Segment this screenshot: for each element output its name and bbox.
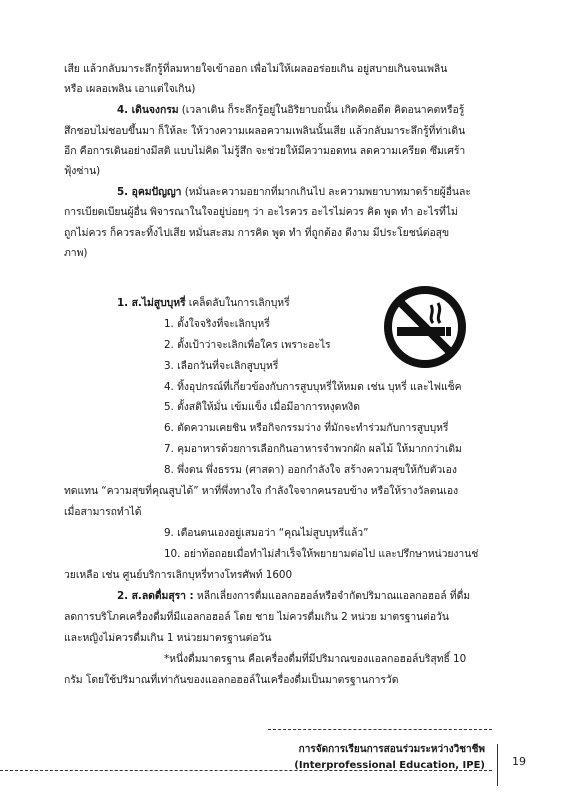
section-heading-line xyxy=(117,589,470,603)
list-item: 7. คุมอาหารด้วยการเลือกกินอาหารจำพวกผัก ผลไม้ ให้มากกว่าเดิม xyxy=(164,443,462,455)
paragraph-line: เสีย แล้วกลับมาระลึกรู้ที่ลมหายใจเข้าออก เพื่อไม่ให้เผลออร่อยเกิน อยู่สบายเกินจนเพลิน xyxy=(64,63,448,75)
list-item: 3. เลือกวันที่จะเลิกสูบบุหรี่ xyxy=(164,360,279,372)
heading-wisdom: 5. อุคมปัญญา xyxy=(117,186,182,198)
paragraph-line xyxy=(117,103,464,117)
list-item: 8. พึ่งตน พึ่งธรรม (ศาสดา) ออกกำลังใจ สร้างความสุขให้กับตัวเอง xyxy=(164,464,457,476)
paragraph-line: ลดการบริโภคเครื่องดื่มที่มีแอลกอฮอล์ โดย ชาย ไม่ควรดื่มเกิน 2 หน่วย มาตรฐานต่อวัน xyxy=(64,611,449,623)
footer-divider-bottom xyxy=(0,770,492,771)
paragraph-line: อีก คือการเดินอย่างมีสติ แบบไม่คิด ไม่รู้สึก จะช่วยให้มีความอดทน ลดความเครียด ซึมเศร้า xyxy=(64,145,466,157)
heading-walking-meditation: 4. เดินจงกรม xyxy=(117,104,179,116)
paragraph-text: (หมั่นละความอยากที่มากเกินไป ละความพยาบาทมาดร้ายผู้อื่นละ xyxy=(181,186,471,198)
no-smoking-icon xyxy=(383,285,467,369)
paragraph-line: และหญิงไม่ควรดื่มเกิน 1 หน่วยมาตรฐานต่อวัน xyxy=(64,632,272,644)
paragraph-line: ภาพ) xyxy=(64,247,88,259)
list-item: 9. เตือนตนเองอยู่เสมอว่า “คุณไม่สูบบุหรี่แล้ว” xyxy=(164,527,369,539)
paragraph-line: *หนึ่งดื่มมาตรฐาน คือเครื่องดื่มที่มีปริมาณของแอลกอฮอล์บริสุทธิ์ 10 xyxy=(164,653,467,665)
heading-no-smoking: 1. ส.ไม่สูบบุหรี่ xyxy=(117,297,186,309)
paragraph-line: วยเหลือ เช่น ศูนย์บริการเลิกบุหรี่ทางโทรศัพท์ 1600 xyxy=(64,569,293,581)
paragraph-line: เมื่อสามารถทำได้ xyxy=(64,506,142,518)
paragraph-line xyxy=(117,185,471,199)
footer-title: การจัดการเรียนการสอนร่วมระหว่างวิชาชีพ xyxy=(298,744,485,755)
heading-reduce-alcohol: 2. ส.ลดดื่มสุรา : xyxy=(117,590,194,602)
list-item: 6. ตัดความเคยชิน หรือกิจกรรมว่าง ที่มักจะทำร่วมกับการสูบบุหรี่ xyxy=(164,422,449,434)
list-item: 5. ตั้งสติให้มั่น เข้มแข็ง เมื่อมีอาการหงุดหงิด xyxy=(164,401,360,413)
paragraph-line: ถูกไม่ควร ก็ควรละทิ้งไปเสีย หมั่นสะสม การคิด พูด ทำ ที่ถูกต้อง ดีงาม มีประโยชน์ต่อสุข xyxy=(64,227,449,239)
paragraph-line: สึกชอบไม่ชอบขึ้นมา ก็ให้ละ ให้วางความเผลอความเพลินนั้นเสีย แล้วกลับมาระลึกรู้ที่ท่าเดิน xyxy=(64,125,466,137)
paragraph-line: ทดแทน “ความสุขที่คุณสูบได้” หาที่พึ่งทางใจ กำลังใจจากคนรอบข้าง หรือให้รางวัลตนเอง xyxy=(64,485,459,497)
page-number: 19 xyxy=(512,755,526,768)
list-item: 10. อย่าท้อถอยเมื่อทำไม่สำเร็จให้พยายามต่อไป และปรึกษาหน่วยงานช่ xyxy=(164,548,479,560)
footer-subtitle: (Interprofessional Education, IPE) xyxy=(294,760,485,771)
footer-separator xyxy=(497,744,498,786)
paragraph-line: กรัม โดยใช้ปริมาณที่เท่ากันของแอลกอฮอล์ในเครื่องดื่มเป็นมาตรฐานการวัด xyxy=(64,674,399,686)
paragraph-line: ฟุ้งซ่าน) xyxy=(64,165,101,177)
section-heading-line xyxy=(117,296,290,310)
paragraph-text: เคล็ดลับในการเลิกบุหรี่ xyxy=(185,297,290,309)
paragraph-line: หรือ เผลอเพลิน เอาแต่ใจเกิน) xyxy=(64,83,196,95)
list-item: 2. ตั้งเป้าว่าจะเลิกเพื่อใคร เพราะอะไร xyxy=(164,339,331,351)
list-item: 1. ตั้งใจจริงที่จะเลิกบุหรี่ xyxy=(164,318,270,330)
paragraph-text: (เวลาเดิน ก็ระลึกรู้อยู่ในอิริยาบถนั้น เกิดคิดอดีต คิดอนาคตหรือรู้ xyxy=(178,104,465,116)
footer-divider-top xyxy=(268,729,492,730)
paragraph-line: การเบียดเบียนผู้อื่น พิจารณาในใจอยู่บ่อยๆ ว่า อะไรควร อะไรไม่ควร คิด พูด ทำ อะไรที่ไม่ xyxy=(64,206,458,218)
list-item: 4. ทิ้งอุปกรณ์ที่เกี่ยวข้องกับการสูบบุหรี่ให้หมด เช่น บุหรี่ และไฟแช็ค xyxy=(164,381,462,393)
paragraph-text: หลีกเลี่ยงการดื่มแอลกอฮอล์หรือจำกัดปริมาณแอลกอฮอล์ ที่ดื่ม xyxy=(193,590,471,602)
